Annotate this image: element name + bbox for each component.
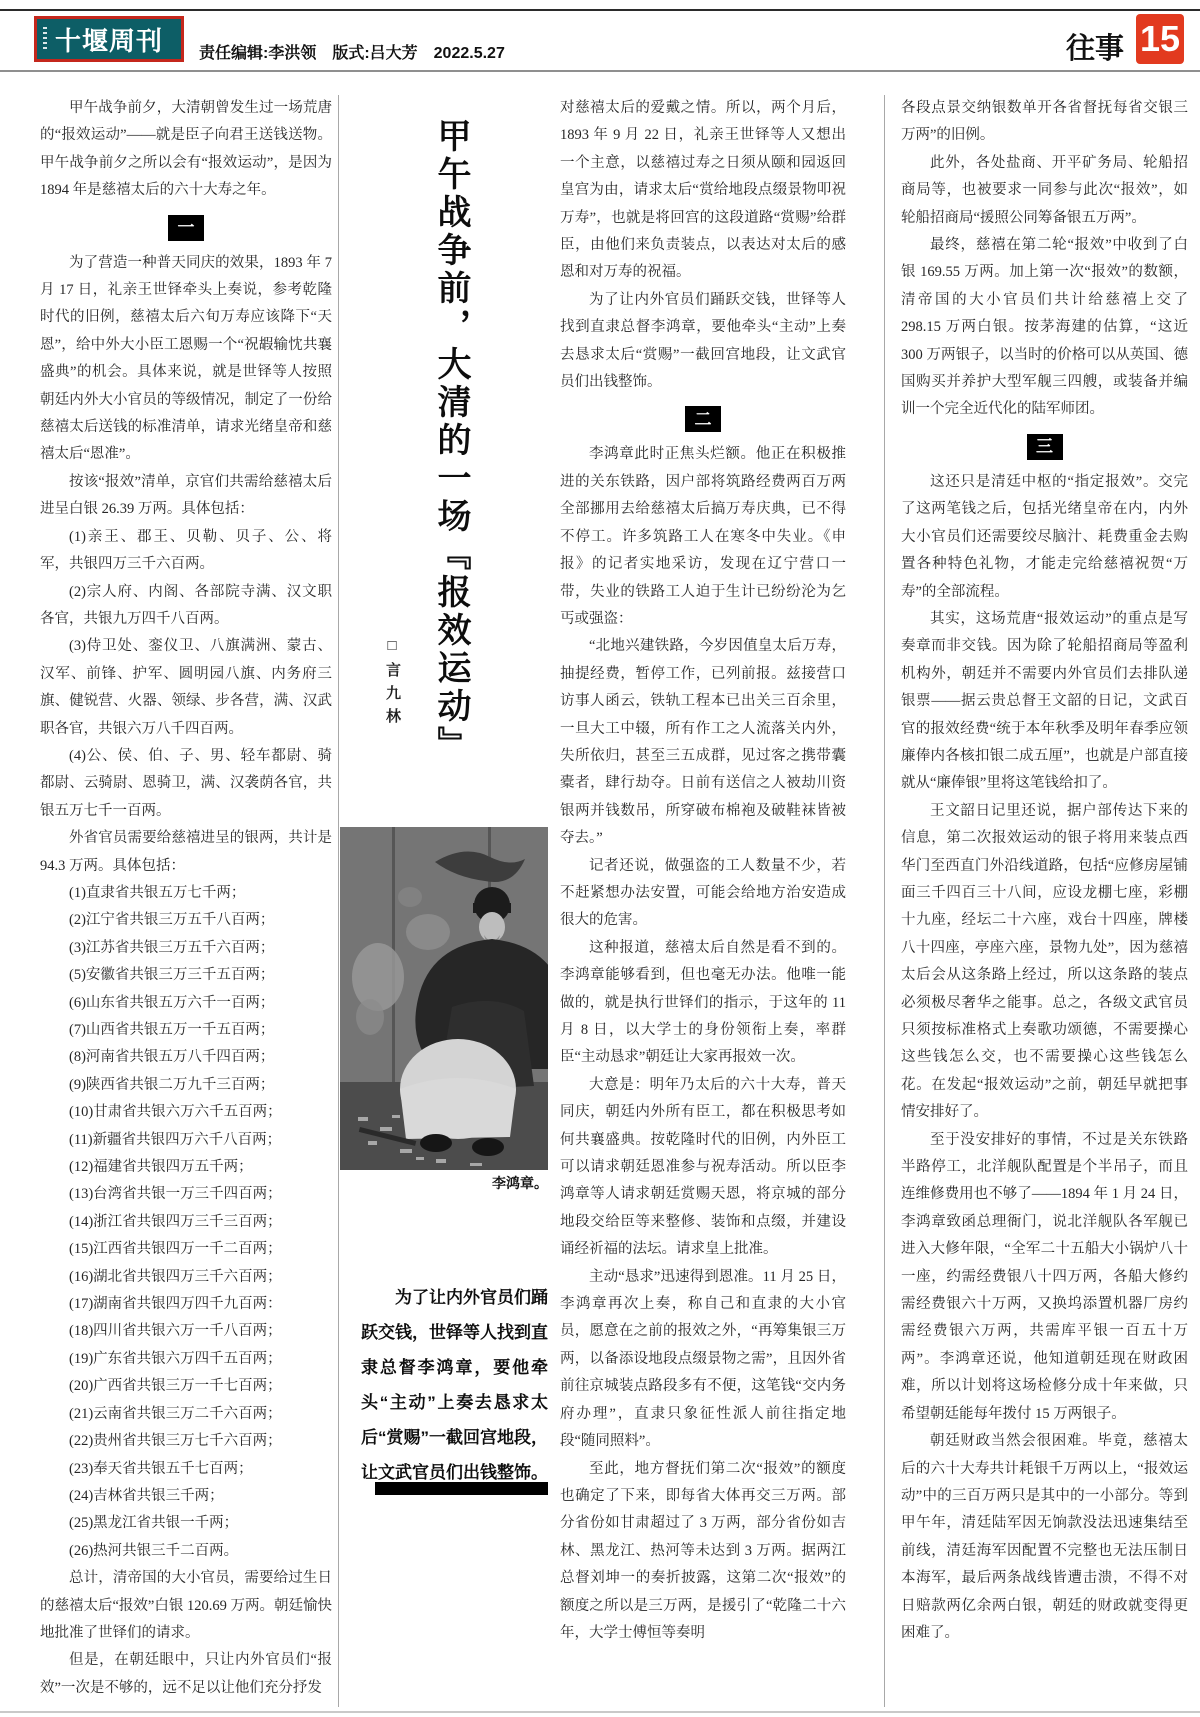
body-paragraph: (2)江宁省共银三万五千八百两； [69, 912, 275, 929]
body-paragraph: (23)奉天省共银五千七百两； [69, 1460, 253, 1477]
text-column-2 [560, 95, 846, 1709]
body-paragraph: (6)山东省共银五万六千一百两； [69, 994, 275, 1011]
column-divider-left [338, 95, 339, 1707]
page-number: 15 [1139, 18, 1181, 59]
li-hongzhang-photo [340, 827, 548, 1170]
body-paragraph: (18)四川省共银六万一千八百两； [69, 1323, 282, 1340]
body-paragraph: (10)甘肃省共银六万六千五百两； [69, 1104, 282, 1121]
bottom-rule [0, 1711, 1200, 1713]
body-paragraph: 至于没安排好的事情，不过是关东铁路半路停工，北洋舰队配置是个半吊子，而且连维修费用也不够了——1894 年 1 月 24 日，李鸿章致函总理衙门，说北洋舰队各军舰已进入大修年限，“全军二十五船大小锅炉八十一座，约需经费银八十四万两，各船大修约需经费银六十万两，又换坞添置机器厂房约需经费银六万两，共需库平银一百五十万两”。李鸿章还说，他知道朝廷现在财政困难，所以计划将这场检修分成十年来做，只希望朝廷能每年拨付 15 万两银子。 [901, 1131, 1188, 1422]
body-paragraph: (11)新疆省共银四万六千八百两； [69, 1131, 282, 1148]
top-rule [0, 9, 1200, 11]
masthead-title: 十堰周刊 [54, 25, 163, 56]
section-marker: 一 [168, 215, 204, 241]
body-paragraph: 这还只是清廷中枢的“指定报效”。交完了这两笔钱之后，包括光绪皇帝在内，内外大小官员们还需要绞尽脑汁、耗费重金去购置各种特色礼物，才能走完给慈禧祝贺“万寿”的全部流程。 [901, 473, 1188, 600]
text-column-3 [901, 95, 1188, 1709]
photo-caption: 李鸿章。 [492, 1175, 548, 1191]
body-paragraph: 甲午战争前夕，大清朝曾发生过一场荒唐的“报效运动”——就是臣子向君王送钱送物。甲午战争前夕之所以会有“报效运动”，是因为 1894 年是慈禧太后的六十大寿之年。 [40, 100, 332, 199]
body-paragraph: (26)热河共银三千二百两。 [69, 1542, 239, 1559]
body-paragraph: (24)吉林省共银三千两； [69, 1487, 224, 1504]
body-paragraph: 这种报道，慈禧太后自然是看不到的。李鸿章能够看到，但也毫无办法。他唯一能做的，就是执行世铎们的指示，于这年的 11 月 8 日，以大学士的身份领衔上奏，率群臣“主动恳求”朝廷让大家再报效一次。 [560, 939, 846, 1066]
body-paragraph: (15)江西省共银四万一千二百两； [69, 1241, 282, 1258]
body-paragraph: 大意是：明年乃太后的六十大寿，普天同庆，朝廷内外所有臣工，都在积极思考如何共襄盛典。按乾隆时代的旧例，内外臣工可以请求朝廷恩准参与祝寿活动。所以臣李鸿章等人请求朝廷赏赐天恩，将京城的部分地段交给臣等来整修、装饰和点缀，并建设诵经祈福的法坛。请求皇上批准。 [560, 1076, 846, 1258]
body-paragraph: (20)广西省共银三万一千七百两； [69, 1378, 282, 1395]
body-paragraph: (19)广东省共银六万四千五百两； [69, 1350, 282, 1367]
body-paragraph: 朝廷财政当然会很困难。毕竟，慈禧太后的六十大寿共计耗银千万两以上，“报效运动”中的三百万两只是其中的一小部分。等到甲午年，清廷陆军因无饷款没法迅速集结至前线，清廷海军因配置不完整也无法压制日本海军，最后两条战线皆遭击溃，不得不对日赔款两亿余两白银，朝廷的财政就变得更困难了。 [901, 1433, 1188, 1641]
body-paragraph: (2)宗人府、内阁、各部院寺满、汉文职各官，共银九万四千八百两。 [40, 583, 332, 627]
editor-credit-line: 责任编辑:李洪领 版式:吕大芳 2022.5.27 [199, 45, 505, 62]
column-divider-right [884, 95, 885, 1707]
body-paragraph: (17)湖南省共银四万四千九百两： [69, 1296, 282, 1313]
body-paragraph: 总计，清帝国的大小官员，需要给过生日的慈禧太后“报效”白银 120.69 万两。朝廷愉快地批准了世铎们的请求。 [40, 1570, 332, 1641]
header-rule [0, 70, 1200, 72]
body-paragraph: (25)黑龙江省共银一千两； [69, 1515, 239, 1532]
body-paragraph: (1)亲王、郡王、贝勒、贝子、公、将军，共银四万三千六百两。 [40, 528, 332, 573]
body-paragraph: 各段点景交纳银数单开各省督抚每省交银三万两”的旧例。 [901, 100, 1188, 144]
body-paragraph: (12)福建省共银四万五千两； [69, 1159, 253, 1176]
body-paragraph: 为了营造一种普天同庆的效果，1893 年 7 月 17 日，礼亲王世铎牵头上奏说，参考乾隆时代的旧例，慈禧太后六旬万寿应该降下“天恩”，给中外大小臣工恩赐一个“祝嘏输忱共襄盛典”的机会。具体来说，就是世铎等人按照朝廷内外大小官员的等级情况，制定了一份给慈禧太后送钱的标准清单，请求光绪皇帝和慈禧太后“恩准”。 [40, 254, 332, 463]
body-paragraph: (14)浙江省共银四万三千三百两； [69, 1213, 282, 1230]
body-paragraph: (21)云南省共银三万二千六百两； [69, 1405, 282, 1422]
body-paragraph: (16)湖北省共银四万三千六百两； [69, 1268, 282, 1285]
body-paragraph: 记者还说，做强盗的工人数量不少，若不赶紧想办法安置，可能会给地方治安造成很大的危害。 [560, 857, 846, 929]
body-paragraph: 最终，慈禧在第二轮“报效”中收到了白银 169.55 万两。加上第一次“报效”的数额，清帝国的大小官员们共计给慈禧上交了 298.15 万两白银。按茅海建的估算，“这近 300 万两银子，以当时的价格可以从英国、德国购买并养护大型军舰三四艘，或装备并编训一个完全近代化的陆军师团。 [901, 237, 1188, 418]
end-bar [375, 1482, 548, 1495]
section-label: 往事 [1066, 33, 1125, 65]
body-paragraph: (8)河南省共银五万八千四百两； [69, 1049, 275, 1066]
body-paragraph: 主动“恳求”迅速得到恩准。11 月 25 日，李鸿章再次上奏，称自己和直隶的大小官员，愿意在之前的报效之外，“再筹集银三万两，以备添设地段点缀景物之需”，且因外省前往京城装点路段多有不便，这笔钱“交内务府办理”，直隶只象征性派人前往指定地段“随同照料”。 [560, 1268, 846, 1450]
article-author: □言九林 [384, 638, 400, 731]
body-paragraph: (13)台湾省共银一万三千四百两； [69, 1186, 282, 1203]
body-paragraph: 李鸿章此时正焦头烂额。他正在积极推进的关东铁路，因户部将筑路经费两百万两全部挪用去给慈禧太后搞万寿庆典，已不得不停工。许多筑路工人在寒冬中失业。《申报》的记者实地采访，发现在辽宁营口一带，失业的铁路工人迫于生计已纷纷沦为乞丐或强盗： [560, 446, 846, 627]
masthead-decoration [43, 27, 47, 51]
body-paragraph: 此外，各处盐商、开平矿务局、轮船招商局等，也被要求一同参与此次“报效”，如轮船招商局“援照公同筹备银五万两”。 [901, 154, 1188, 226]
article-title: 甲午战争前，大清的一场『报效运动』 [432, 118, 469, 764]
body-paragraph: (4)公、侯、伯、子、男、轻车都尉、骑都尉、云骑尉、恩骑卫，满、汉袭荫各官，共银五万七千一百两。 [40, 747, 332, 819]
section-marker: 二 [685, 406, 721, 432]
body-paragraph: 对慈禧太后的爱戴之情。所以，两个月后，1893 年 9 月 22 日，礼亲王世铎等人又想出一个主意，以慈禧过寿之日须从颐和园返回皇宫为由，请求太后“赏给地段点缀景物叩祝万寿”，也就是将回宫的这段道路“赏赐”给群臣，由他们来负责装点，以表达对太后的感恩和对万寿的祝福。 [560, 100, 846, 281]
text-column-1 [40, 95, 332, 1709]
section-marker: 三 [1027, 434, 1063, 460]
masthead-logo [34, 16, 184, 62]
body-paragraph: 为了让内外官员们踊跃交钱，世铎等人找到直隶总督李鸿章，要他牵头“主动”上奏去恳求太后“赏赐”一截回宫地段，让文武官员们出钱整饰。 [560, 291, 846, 391]
body-paragraph: 至此，地方督抚们第二次“报效”的额度也确定了下来，即每省大体再交三万两。部分省份如甘肃超过了 3 万两，部分省份如吉林、黑龙江、热河等未达到 3 万两。据两江总督刘坤一的奏折披露，这第二次“报效”的额度之所以是三万两，是援引了“乾隆二十六年，大学士傅恒等奏明 [560, 1460, 846, 1641]
body-paragraph: 其实，这场荒唐“报效运动”的重点是写奏章而非交钱。因为除了轮船招商局等盈利机构外，朝廷并不需要内外官员们去排队递银票——据云贵总督王文韶的日记，文武百官的报效经费“统于本年秋季及明年春季应领廉俸内各核扣银二成五厘”，也就是户部直接就从“廉俸银”里将这笔钱给扣了。 [901, 610, 1188, 792]
body-paragraph: (1)直隶省共银五万七千两； [69, 884, 246, 901]
body-paragraph: (22)贵州省共银三万七千六百两； [69, 1433, 282, 1450]
body-paragraph: (3)侍卫处、銮仪卫、八旗满洲、蒙古、汉军、前锋、护军、圆明园八旗、内务府三旗、健锐营、火器、领绿、步各营，满、汉武职各官，共银六万八千四百两。 [40, 638, 332, 737]
page-number-badge [1136, 14, 1184, 64]
pull-quote: 为了让内外官员们踊跃交钱，世铎等人找到直隶总督李鸿章，要他牵头“主动”上奏去恳求太后“赏赐”一截回宫地段，让文武官员们出钱整饰。 [361, 1288, 548, 1482]
body-paragraph: 外省官员需要给慈禧进呈的银两，共计是 94.3 万两。具体包括： [40, 830, 332, 874]
body-paragraph: (7)山西省共银五万一千五百两； [69, 1022, 275, 1038]
body-paragraph: “北地兴建铁路，今岁因值皇太后万寿，抽提经费，暂停工作，已列前报。兹接营口访事人函云，铁轨工程本已出关三百余里，一旦大工中辍，所有作工之人流落关内外，失所依归，甚至三五成群，见过客之携带囊橐者，肆行劫夺。日前有送信之人被劫川资银两并钱数吊，所穿破布棉袍及破鞋袜皆被夺去。” [560, 638, 846, 847]
body-paragraph: (5)安徽省共银三万三千五百两； [69, 967, 275, 984]
body-paragraph: 但是，在朝廷眼中，只让内外官员们“报效”一次是不够的，远不足以让他们充分抒发 [40, 1652, 332, 1696]
body-paragraph: (9)陕西省共银二万九千三百两； [69, 1076, 275, 1093]
body-paragraph: (3)江苏省共银三万五千六百两； [69, 939, 275, 956]
body-paragraph: 按该“报效”清单，京官们共需给慈禧太后进呈白银 26.39 万两。具体包括： [40, 473, 332, 518]
body-paragraph: 王文韶日记里还说，据户部传达下来的信息，第二次报效运动的银子将用来装点西华门至西直门外沿线道路，包括“应修房屋铺面三千四百三十八间，应设龙棚七座，彩棚十九座，经坛二十六座，戏台十四座，牌楼八十四座，亭座六座，景物九处”，因为慈禧太后会从这条路上经过，所以这条路的装点必须极尽奢华之能事。总之，各级文武官员只须按标准格式上奏歌功颂德，不需要操心这些钱怎么交，也不需要操心这些钱怎么花。在发起“报效运动”之前，朝廷早就把事情安排好了。 [901, 802, 1188, 1121]
